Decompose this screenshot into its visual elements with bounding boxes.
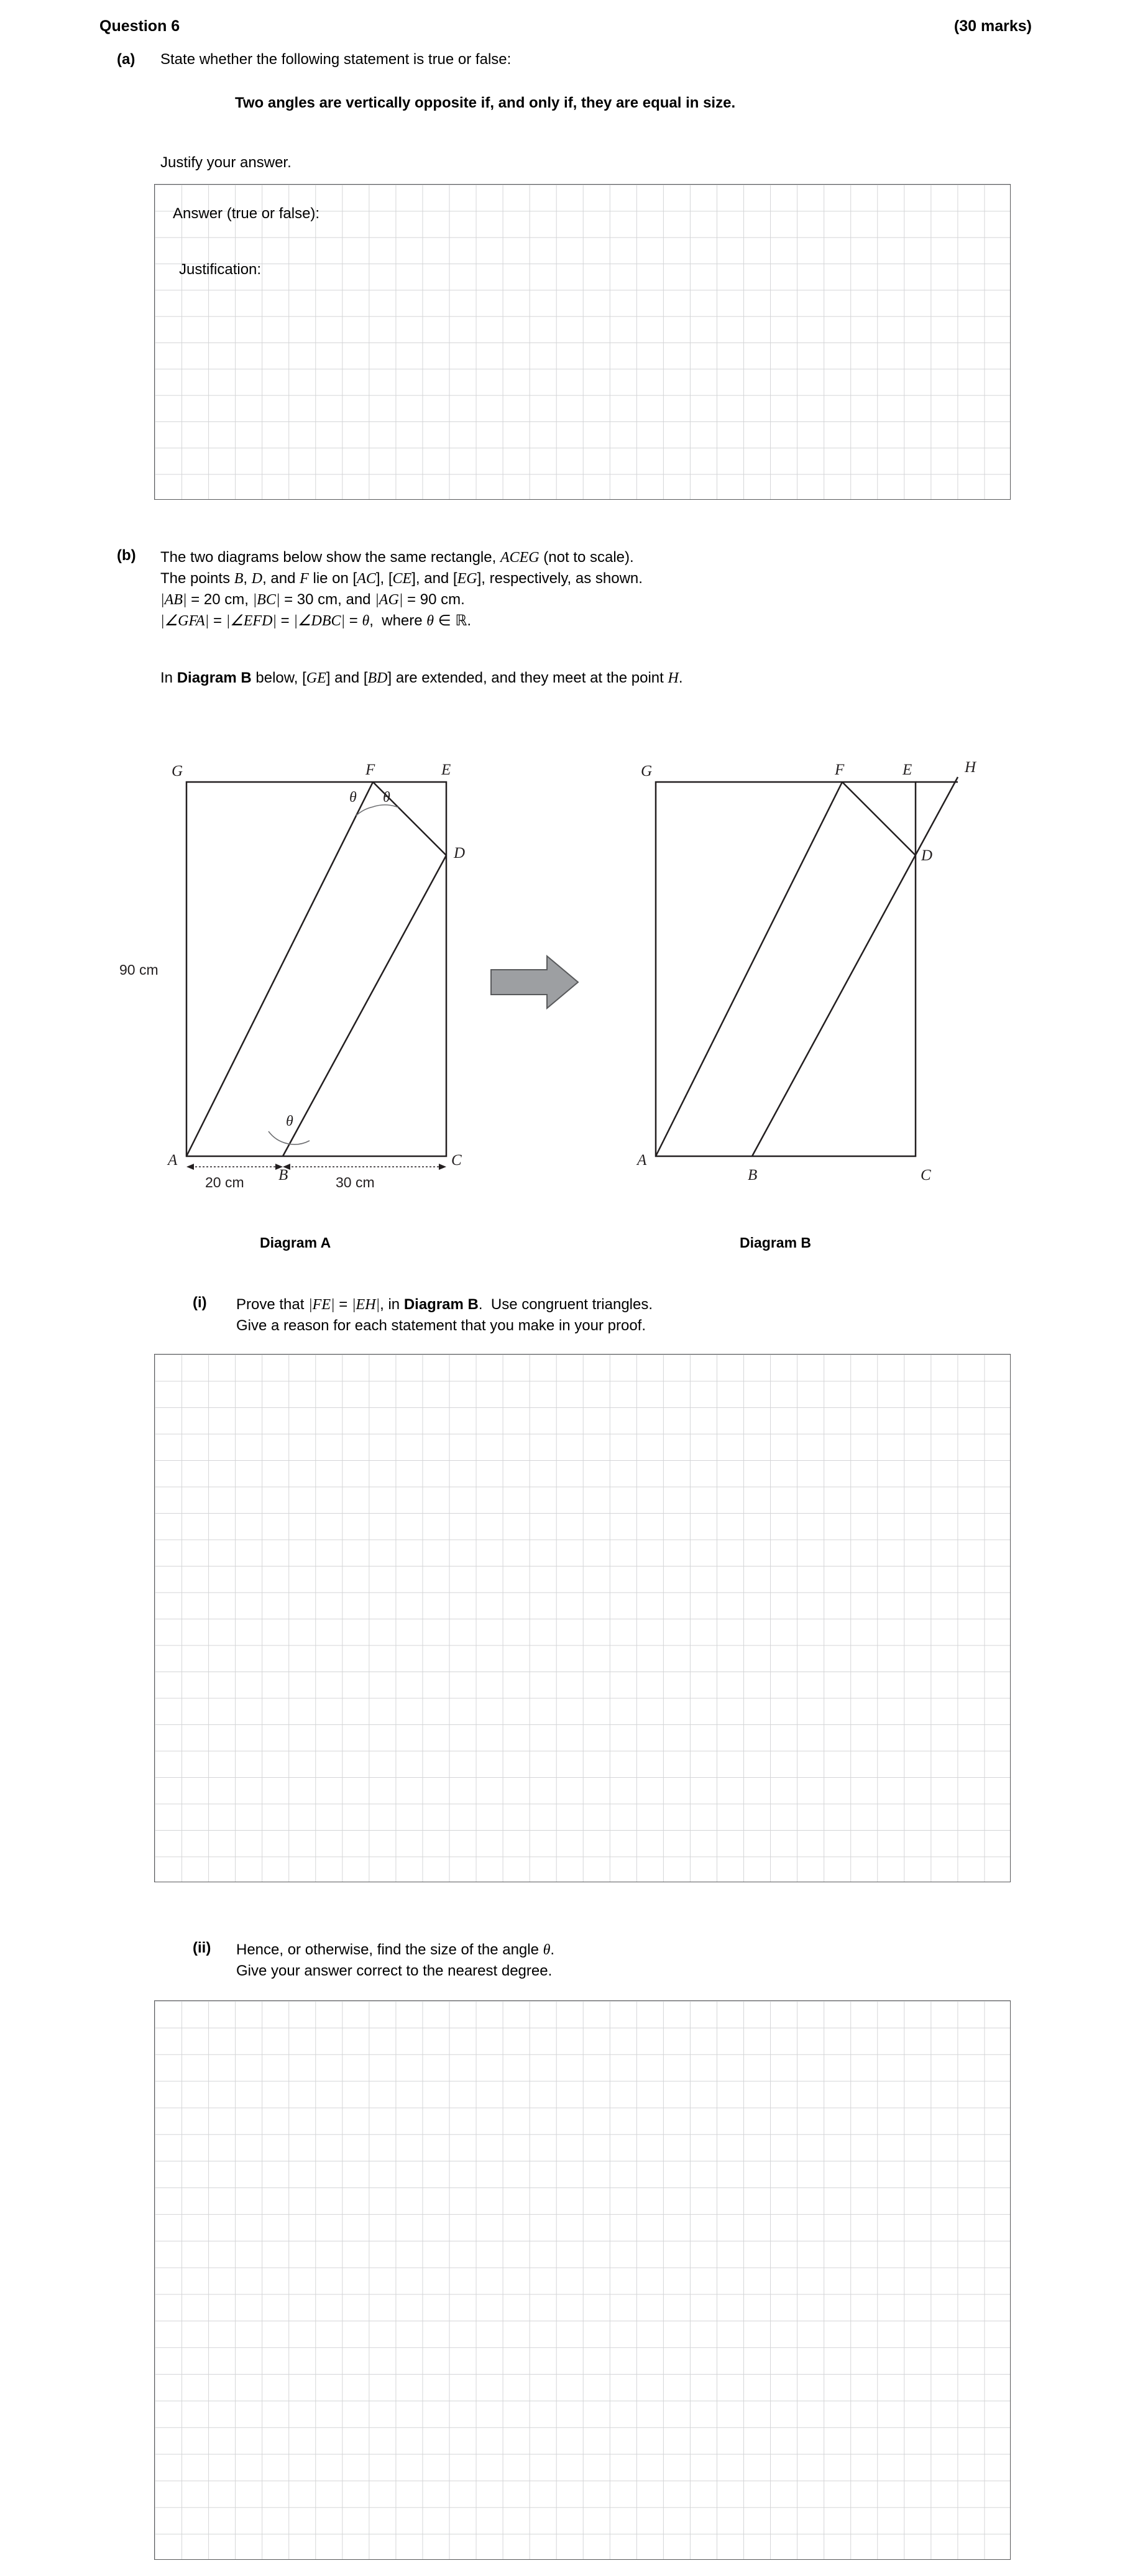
part-b-label: (b) xyxy=(117,547,136,564)
label-theta-GFA: θ xyxy=(349,789,357,806)
label-C-a: C xyxy=(451,1152,462,1169)
answer-area-a[interactable] xyxy=(154,184,1011,500)
diagram-b xyxy=(636,759,977,1184)
label-BC-30cm: 30 cm xyxy=(336,1174,375,1190)
diagrams-svg xyxy=(0,734,1130,1268)
label-theta-EFD: θ xyxy=(383,789,390,806)
label-H-b: H xyxy=(965,759,976,776)
sub-part-ii-text xyxy=(236,1939,554,1982)
label-B-b: B xyxy=(748,1167,758,1184)
sub-i-line-1: Prove that |FE| = |EH|, in Diagram B. Use congruent triangles. xyxy=(236,1296,653,1313)
label-C-b: C xyxy=(921,1167,931,1184)
sub-ii-line-2: Give your answer correct to the nearest degree. xyxy=(236,1962,553,1979)
justification-label: Justification: xyxy=(179,261,262,278)
label-F-b: F xyxy=(835,761,845,778)
diagram-b-caption: Diagram B xyxy=(740,1235,812,1251)
diagrams-container xyxy=(0,734,1130,1268)
part-b-line-3: |AB| = 20 cm, |BC| = 30 cm, and |AG| = 90 cm. xyxy=(160,591,465,608)
label-E-b: E xyxy=(903,761,912,778)
label-B-a: B xyxy=(278,1167,288,1184)
part-b-line-1: The two diagrams below show the same rectangle, ACEG (not to scale). xyxy=(160,549,634,566)
question-header xyxy=(99,17,1032,35)
part-b-line-4: |∠GFA| = |∠EFD| = |∠DBC| = θ, where θ ∈ ℝ. xyxy=(160,612,472,629)
label-E-a: E xyxy=(441,761,451,778)
label-A-a: A xyxy=(168,1152,178,1169)
marks-label: (30 marks) xyxy=(953,17,1032,35)
part-a-justify-prompt: Justify your answer. xyxy=(160,154,292,171)
label-A-b: A xyxy=(637,1152,647,1169)
label-G-b: G xyxy=(641,763,653,780)
part-b-body xyxy=(160,547,643,632)
part-b-line-2: The points B, D, and F lie on [AC], [CE], and [EG], respectively, as shown. xyxy=(160,570,643,587)
label-G-a: G xyxy=(172,763,183,780)
label-D-b: D xyxy=(921,847,933,864)
answer-area-b-i[interactable] xyxy=(154,1354,1011,1882)
sub-part-i-text xyxy=(236,1294,653,1336)
part-a-statement: Two angles are vertically opposite if, and only if, they are equal in size. xyxy=(235,94,736,111)
answer-true-false-label: Answer (true or false): xyxy=(173,205,320,222)
part-b-line-5: In Diagram B below, [GE] and [BD] are extended, and they meet at the point H. xyxy=(160,669,683,686)
sub-ii-line-1: Hence, or otherwise, find the size of the angle θ. xyxy=(236,1941,555,1958)
part-a-label: (a) xyxy=(117,51,136,68)
transition-arrow xyxy=(491,956,578,1008)
label-F-a: F xyxy=(365,761,375,778)
label-AB-20cm: 20 cm xyxy=(205,1174,244,1190)
label-theta-DBC: θ xyxy=(286,1113,293,1129)
part-a-prompt: State whether the following statement is true or false: xyxy=(160,51,512,68)
diagram-a-caption: Diagram A xyxy=(260,1235,331,1251)
answer-area-b-ii[interactable] xyxy=(154,2000,1011,2560)
label-D-a: D xyxy=(454,845,466,862)
sub-part-i-label: (i) xyxy=(193,1294,207,1311)
diagram-a xyxy=(119,761,465,1190)
page-title: Question 6 xyxy=(99,17,180,35)
sub-part-ii-label: (ii) xyxy=(193,1939,211,1956)
sub-i-line-2: Give a reason for each statement that you make in your proof. xyxy=(236,1317,646,1334)
label-height-90cm: 90 cm xyxy=(119,962,158,978)
